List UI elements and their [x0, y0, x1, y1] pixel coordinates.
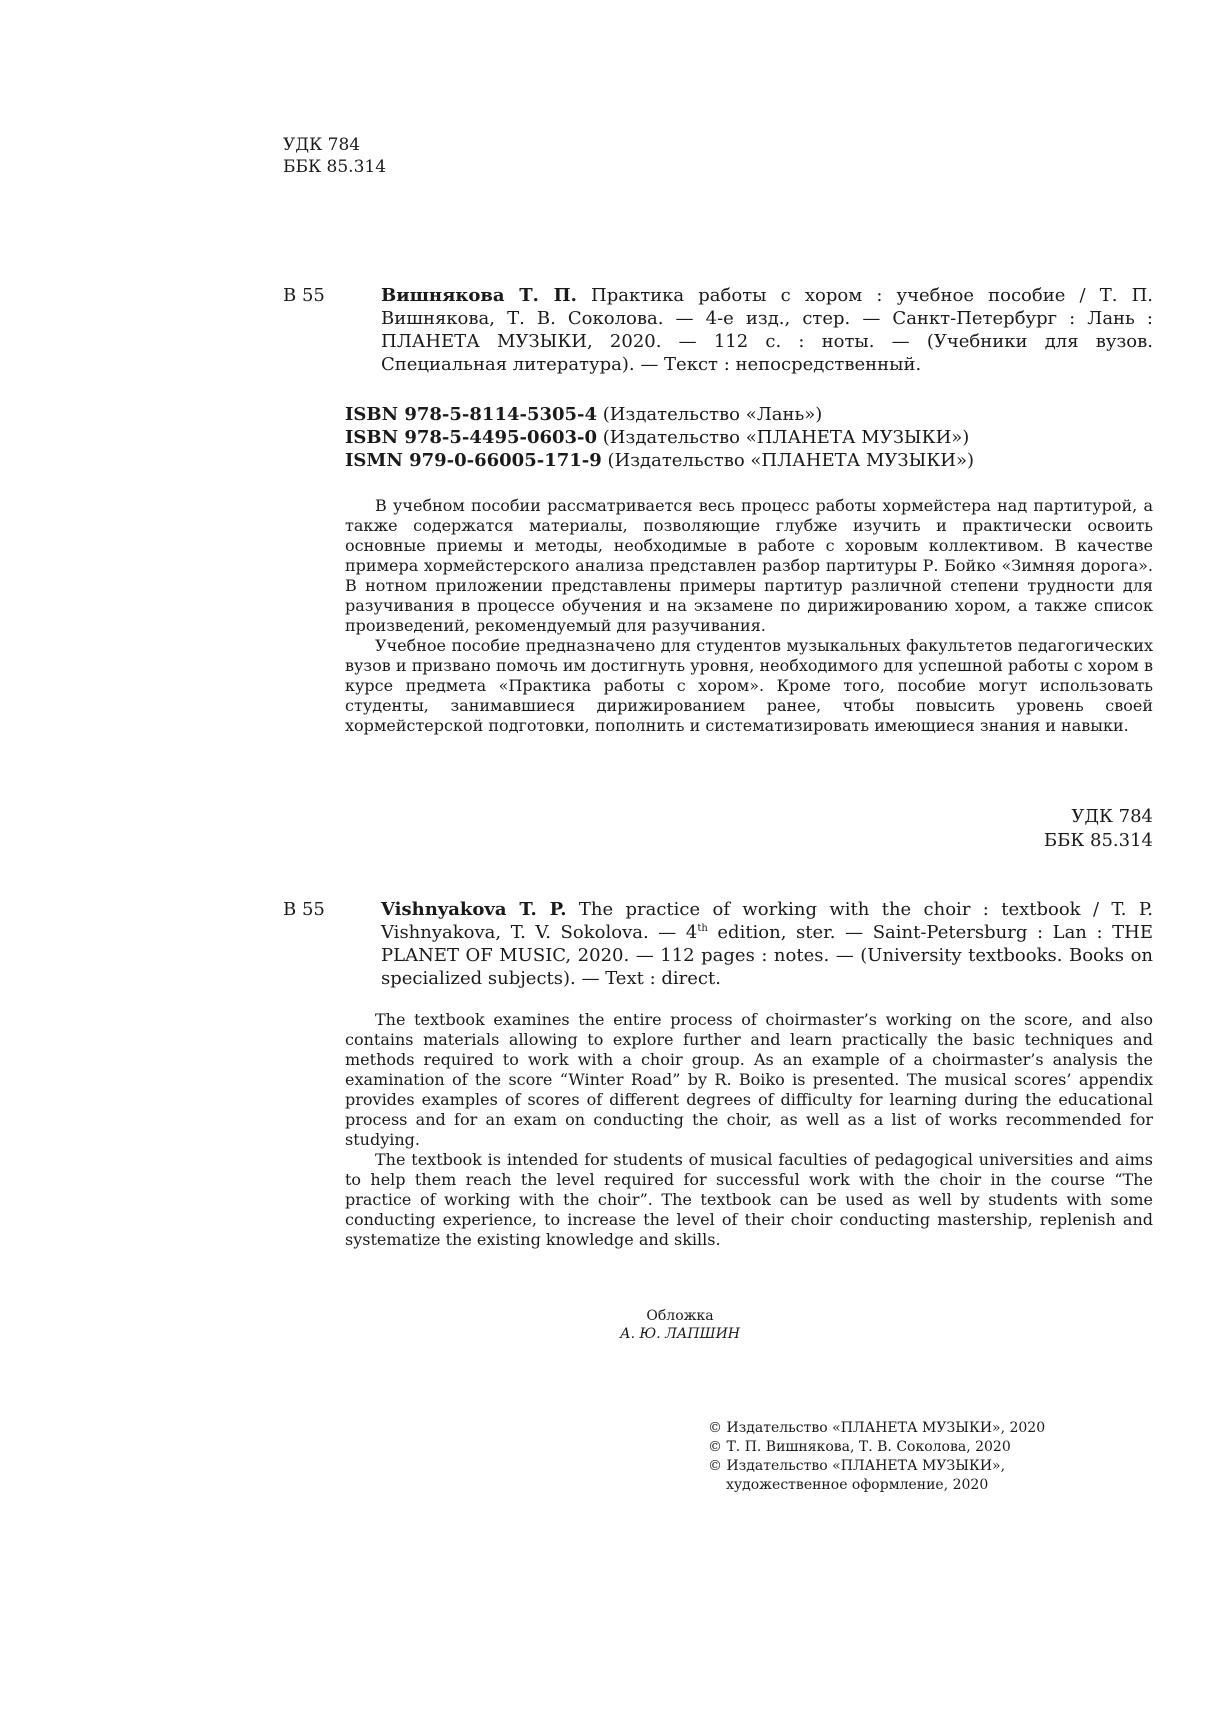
bottom-classification-codes	[900, 805, 1153, 853]
isbn-line	[345, 426, 974, 449]
en-abstract-paragraph: The textbook examines the entire process of choirmaster’s working on the score, and also contains materials allowing to explore further and learn practically the basic techniques and methods required to work with a choir group. As an example of a choirmaster’s analysis the examination of the score “Winter Road” by R. Boiko is presented. The musical scores’ appendix provides examples of scores of different degrees of difficulty for learning during the educational process and for an exam on conducting the choir, as well as a list of works recommended for studying.	[345, 1010, 1153, 1149]
ru-entry-author: Вишнякова Т. П.	[381, 285, 577, 306]
copyright-notices	[708, 1419, 1078, 1495]
bbk-code: ББК 85.314	[1043, 830, 1153, 851]
udk-code: УДК 784	[283, 135, 361, 155]
en-abstract-paragraph: The textbook is intended for students of musical faculties of pedagogical universities and aims to help them reach the level required for successful work with the choir in the course “The practice of working with the choir”. The textbook can be used as well by students with some conducting experience, to increase the level of their choir conducting mastership, replenish and systematize the existing knowledge and skills.	[345, 1150, 1153, 1249]
isbn-publisher: (Издательство «ПЛАНЕТА МУЗЫКИ»)	[597, 427, 970, 448]
ismn-publisher: (Издательство «ПЛАНЕТА МУЗЫКИ»)	[601, 450, 974, 471]
ru-abstract-paragraph: Учебное пособие предназначено для студентов музыкальных факультетов педагогических вузов и призвано помочь им достигнуть уровня, необходимого для успешной работы с хором в курсе предмета «Практика работы с хором». Кроме того, пособие могут использовать студенты, занимавшиеся дирижированием ранее, чтобы повысить уровень своей хормейстерской подготовки, пополнить и систематизировать имеющиеся знания и навыки.	[345, 636, 1153, 735]
ru-abstract	[345, 496, 1153, 736]
cover-artist: А. Ю. ЛАПШИН	[620, 1326, 740, 1342]
en-entry-description-cont: edition, ster. — Saint-Petersburg : Lan : THE PLANET OF MUSIC, 2020. — 112 pages : notes. — (University textbooks. Books on specialized subjects). — Text : direct.	[381, 922, 1153, 989]
en-entry-author: Vishnyakova T. P.	[381, 899, 567, 920]
copyright-line: © Т. П. Вишнякова, Т. В. Соколова, 2020	[708, 1439, 1011, 1455]
ismn-line	[345, 449, 974, 472]
ismn-number: ISMN 979-0-66005-171-9	[345, 450, 602, 471]
cover-credit	[560, 1307, 800, 1343]
en-bibliographic-entry	[345, 898, 1153, 990]
isbn-publisher: (Издательство «Лань»)	[597, 404, 823, 425]
bbk-code: ББК 85.314	[283, 157, 387, 177]
top-classification-codes	[283, 134, 386, 178]
ru-entry-text	[345, 284, 1153, 376]
en-entry-code: В 55	[283, 899, 325, 920]
copyright-line: © Издательство «ПЛАНЕТА МУЗЫКИ», 2020	[708, 1420, 1046, 1436]
cover-label: Обложка	[646, 1308, 714, 1324]
isbn-number: ISBN 978-5-8114-5305-4	[345, 404, 598, 425]
ru-entry-description: Практика работы с хором : учебное пособие / Т. П. Вишнякова, Т. В. Соколова. — 4-е изд., стер. — Санкт-Петербург : Лань : ПЛАНЕТА МУЗЫКИ, 2020. — 112 с. : ноты. — (Учебники для вузов. Специальная литература). — Текст : непосредственный.	[381, 285, 1154, 375]
ru-abstract-paragraph: В учебном пособии рассматривается весь процесс работы хормейстера над партитурой, а также содержатся материалы, позволяющие глубже изучить и практически освоить основные приемы и методы, необходимые в работе с хоровым коллективом. В качестве примера хормейстерского анализа представлен разбор партитуры Р. Бойко «Зимняя дорога». В нотном приложении представлены примеры партитур различной степени трудности для разучивания в процессе обучения и на экзамене по дирижированию хором, а также список произведений, рекомендуемый для разучивания.	[345, 496, 1153, 635]
en-entry-text	[345, 898, 1153, 990]
isbn-line	[345, 403, 974, 426]
en-entry-description: The practice of working with the choir : textbook / T. P. Vishnyakova, T. V. Sokolova. — 4	[381, 899, 1153, 943]
ru-bibliographic-entry	[345, 284, 1153, 376]
ru-entry-code: В 55	[283, 285, 325, 306]
isbn-number: ISBN 978-5-4495-0603-0	[345, 427, 598, 448]
edition-superscript: th	[697, 923, 708, 934]
copyright-line: © Издательство «ПЛАНЕТА МУЗЫКИ», художественное оформление, 2020	[708, 1458, 1006, 1493]
udk-code: УДК 784	[1071, 806, 1153, 827]
en-abstract	[345, 1010, 1153, 1250]
isbn-list	[345, 403, 974, 472]
